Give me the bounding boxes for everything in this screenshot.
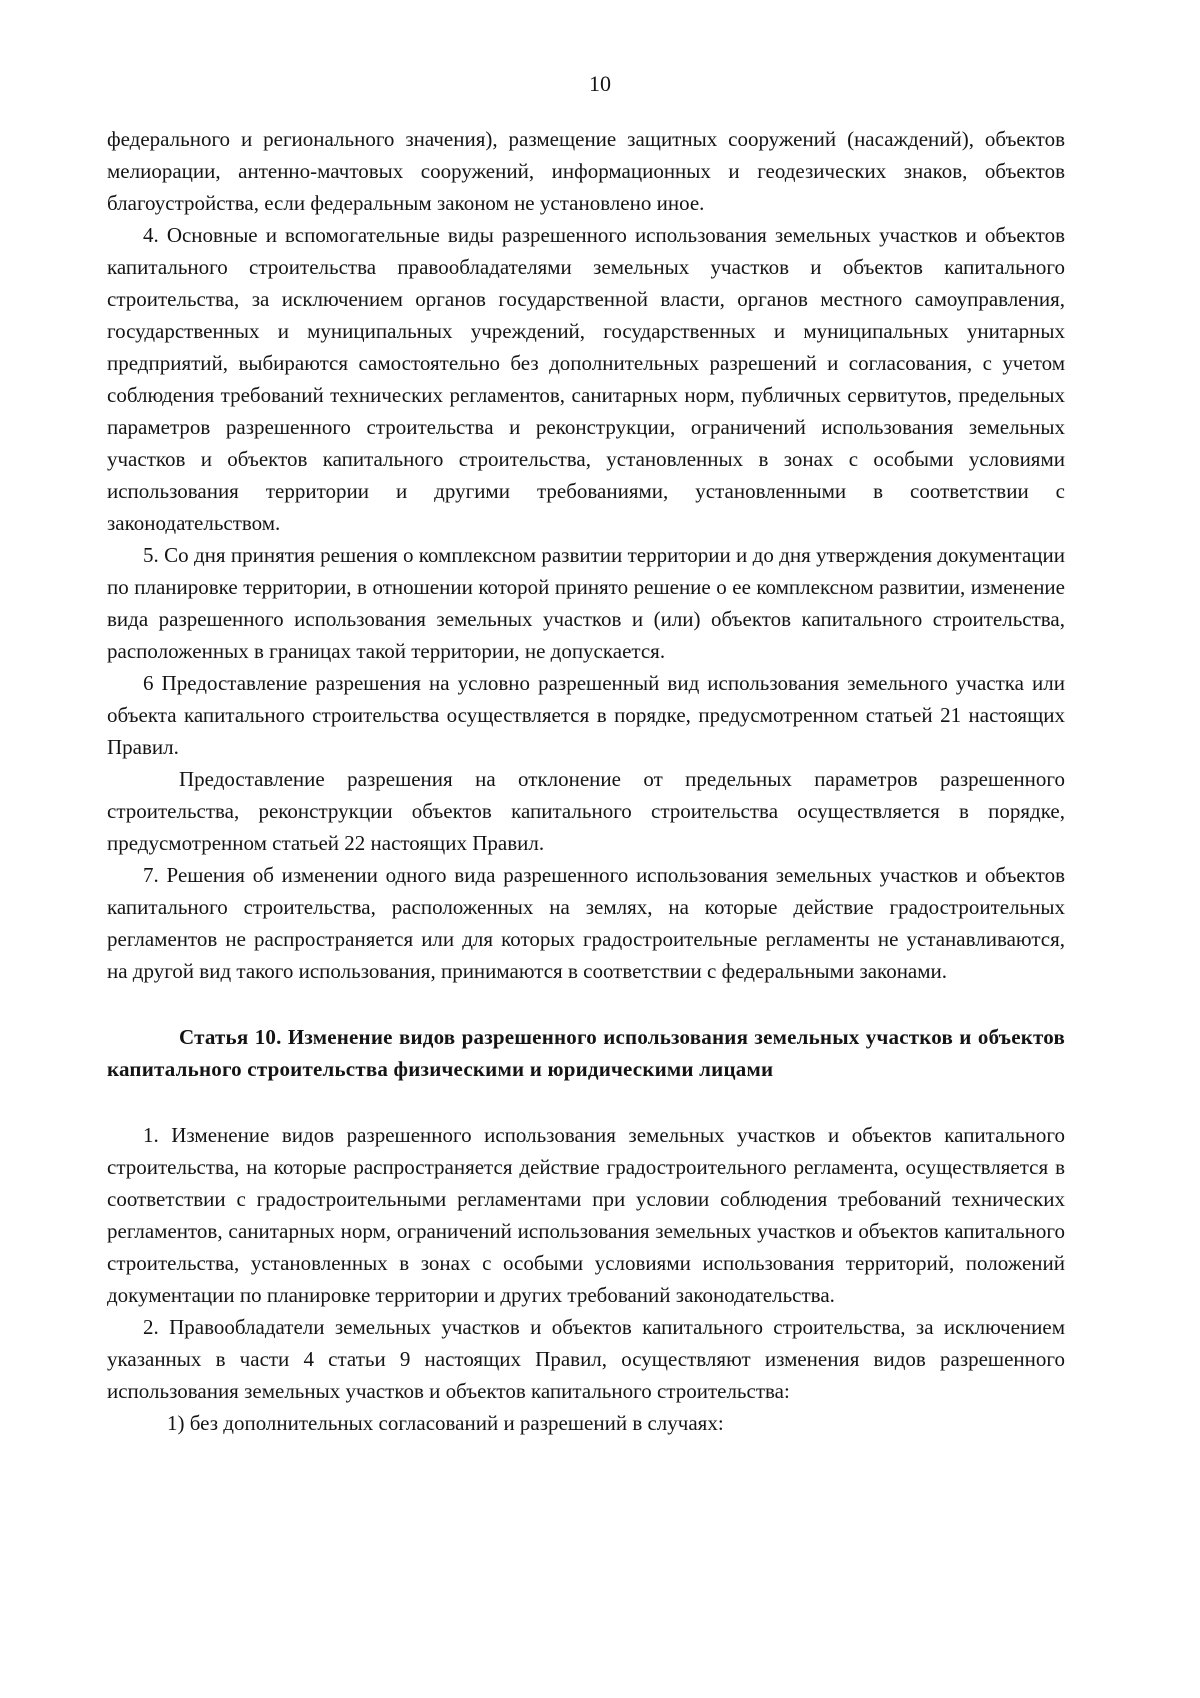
page-number: 10: [589, 71, 611, 96]
paragraph-article-item-1: 1. Изменение видов разрешенного использования земельных участков и объектов капитального строительства, на которые распространяется действие градостроительного регламента, осуществляется в соответствии с градостроительными регламентами при условии соблюдения требований технических регламентов, санитарных норм, ограничений использования земельных участков и объектов капитального строительства, установленных в зонах с особыми условиями использования территорий, положений документации по планировке территории и других требований законодательства.: [107, 1123, 1065, 1307]
paragraph-item-7: 7. Решения об изменении одного вида разрешенного использования земельных участков и объектов капитального строительства, расположенных на землях, на которые действие градостроительных регламентов не распространяется или для которых градостроительные регламенты не устанавливаются, на другой вид такого использования, принимаются в соответствии с федеральными законами.: [107, 863, 1065, 983]
paragraph-item-4: 4. Основные и вспомогательные виды разрешенного использования земельных участков и объектов капитального строительства правообладателями земельных участков и объектов капитального строительства, за исключением органов государственной власти, органов местного самоуправления, государственных и муниципальных учреждений, государственных и муниципальных унитарных предприятий, выбираются самостоятельно без дополнительных разрешений и согласования, с учетом соблюдения требований технических регламентов, санитарных норм, публичных сервитутов, предельных параметров разрешенного строительства и реконструкции, ограничений использования земельных участков и объектов капитального строительства, установленных в зонах с особыми условиями использования территории и другими требованиями, установленными в соответствии с законодательством.: [107, 223, 1065, 535]
paragraph-item-6: 6 Предоставление разрешения на условно разрешенный вид использования земельного участка или объекта капитального строительства осуществляется в порядке, предусмотренном статьей 21 настоящих Правил.: [107, 671, 1065, 759]
document-body: [107, 123, 1065, 1439]
paragraph-subitem-1: 1) без дополнительных согласований и разрешений в случаях:: [167, 1411, 724, 1435]
paragraph-continuation: федерального и регионального значения), размещение защитных сооружений (насаждений), объектов мелиорации, антенно-мачтовых сооружений, информационных и геодезических знаков, объектов благоустройства, если федеральным законом не установлено иное.: [107, 127, 1065, 215]
paragraph-item-5: 5. Со дня принятия решения о комплексном развитии территории и до дня утверждения документации по планировке территории, в отношении которой принято решение о ее комплексном развитии, изменение вида разрешенного использования земельных участков и (или) объектов капитального строительства, расположенных в границах такой территории, не допускается.: [107, 543, 1065, 663]
paragraph-article-item-2: 2. Правообладатели земельных участков и объектов капитального строительства, за исключением указанных в части 4 статьи 9 настоящих Правил, осуществляют изменения видов разрешенного использования земельных участков и объектов капитального строительства:: [107, 1315, 1065, 1403]
article-heading: Статья 10. Изменение видов разрешенного использования земельных участков и объектов капитального строительства физическими и юридическими лицами: [107, 1025, 1065, 1081]
paragraph-item-6-deviation: Предоставление разрешения на отклонение от предельных параметров разрешенного строительства, реконструкции объектов капитального строительства осуществляется в порядке, предусмотренном статьей 22 настоящих Правил.: [107, 767, 1065, 855]
